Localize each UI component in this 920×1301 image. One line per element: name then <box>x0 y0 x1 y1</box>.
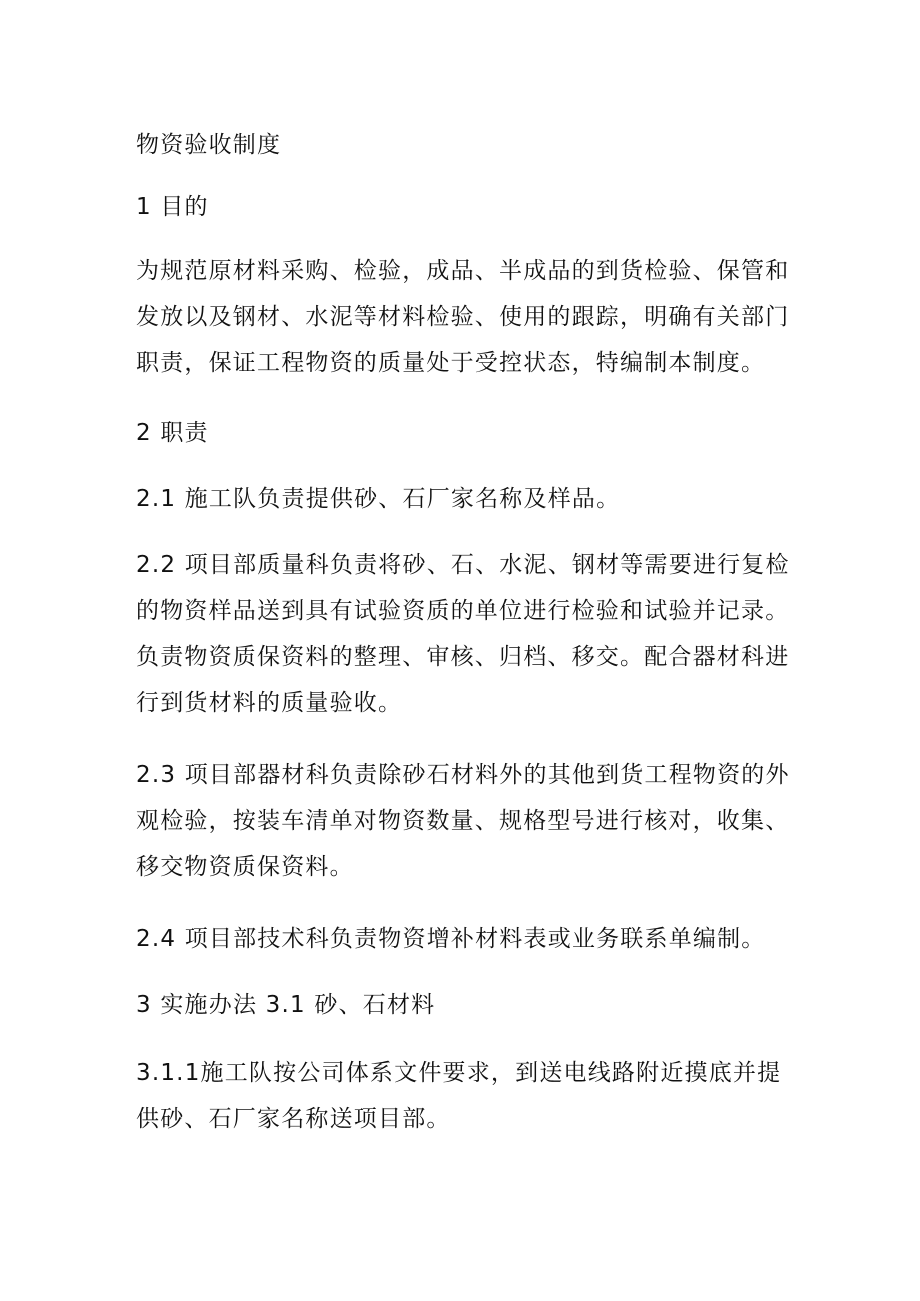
paragraph-2-3: 2.3 项目部器材科负责除砂石材料外的其他到货工程物资的外观检验，按装车清单对物资数量、规格型号进行核对，收集、移交物资质保资料。 <box>136 762 790 880</box>
document-title: 物资验收制度 <box>136 132 282 158</box>
paragraph-2-2: 2.2 项目部质量科负责将砂、石、水泥、钢材等需要进行复检的物资样品送到具有试验资质的单位进行检验和试验并记录。负责物资质保资料的整理、审核、归档、移交。配合器材科进行到货材料的质量验收。 <box>136 552 790 716</box>
section-heading-implementation: 3 实施办法 3.1 砂、石材料 <box>136 992 436 1018</box>
paragraph-3-1-1: 3.1.1施工队按公司体系文件要求，到送电线路附近摸底并提供砂、石厂家名称送项目部。 <box>136 1060 782 1132</box>
section-heading-purpose: 1 目的 <box>136 194 209 220</box>
section-heading-responsibilities: 2 职责 <box>136 420 209 446</box>
paragraph-2-4: 2.4 项目部技术科负责物资增补材料表或业务联系单编制。 <box>136 926 766 952</box>
paragraph-2-1: 2.1 施工队负责提供砂、石厂家名称及样品。 <box>136 486 621 512</box>
paragraph-purpose: 为规范原材料采购、检验，成品、半成品的到货检验、保管和发放以及钢材、水泥等材料检验、使用的跟踪，明确有关部门职责，保证工程物资的质量处于受控状态，特编制本制度。 <box>136 258 790 376</box>
